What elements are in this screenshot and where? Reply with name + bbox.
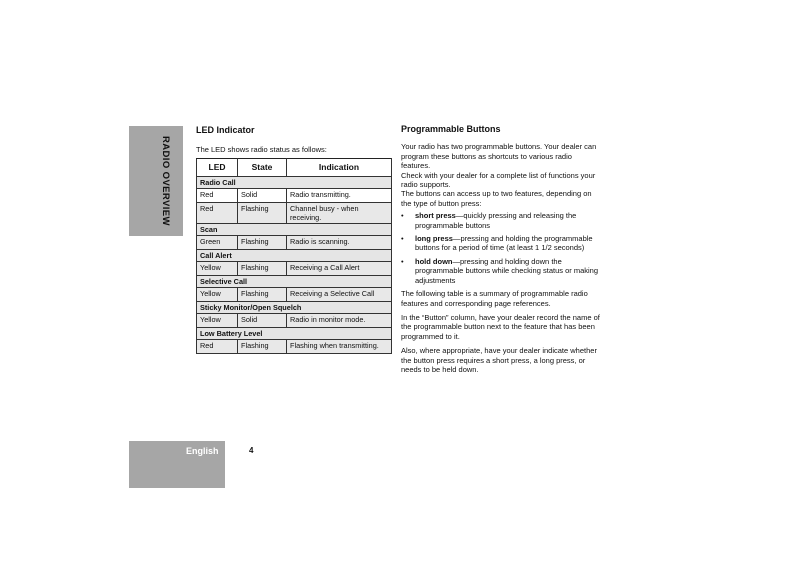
group-row-call-alert: [197, 250, 392, 262]
group-row-scan: [197, 224, 392, 236]
table-row: [197, 340, 392, 354]
group-label: Low Battery Level: [197, 328, 392, 340]
led-intro-text: The LED shows radio status as follows:: [196, 145, 327, 154]
group-label: Sticky Monitor/Open Squelch: [197, 302, 392, 314]
group-label: Scan: [197, 224, 392, 236]
led-state-cell: Flashing: [238, 340, 287, 354]
programmable-buttons-section: [401, 125, 601, 377]
table-row: [197, 203, 392, 224]
list-item: [401, 234, 601, 253]
group-label: Radio Call: [197, 177, 392, 189]
led-state-cell: Solid: [238, 189, 287, 203]
led-color-cell: Yellow: [197, 314, 238, 328]
led-state-cell: Solid: [238, 314, 287, 328]
bullet-term: short press: [415, 211, 456, 221]
group-row-radio-call: [197, 177, 392, 189]
led-color-cell: Red: [197, 340, 238, 354]
button-press-list: [401, 211, 601, 285]
table-row: [197, 189, 392, 203]
bullet-icon: •: [401, 256, 404, 266]
list-item: [401, 257, 601, 285]
section-side-tab-label: RADIO OVERVIEW: [160, 136, 171, 226]
led-table-header-row: [197, 159, 392, 177]
indication-column-header: Indication: [287, 159, 392, 177]
paragraph: The following table is a summary of programmable radio features and corresponding page references.: [401, 289, 588, 308]
led-indication-cell: Radio transmitting.: [287, 189, 392, 203]
paragraph: The buttons can access up to two features, depending on the type of button press:: [401, 189, 592, 208]
state-column-header: State: [238, 159, 287, 177]
programmable-buttons-title: Programmable Buttons: [401, 124, 501, 134]
bullet-term: hold down: [415, 256, 453, 266]
bullet-icon: •: [401, 234, 404, 244]
led-indication-cell: Radio in monitor mode.: [287, 314, 392, 328]
bullet-icon: •: [401, 211, 404, 221]
led-state-cell: Flashing: [238, 262, 287, 276]
paragraph: Check with your dealer for a complete list of functions your radio supports.: [401, 170, 596, 190]
bullet-description: —quickly pressing and releasing the programmable buttons: [415, 211, 577, 230]
paragraph: Your radio has two programmable buttons. Your dealer can program these buttons as shortcuts to various radio features.: [401, 142, 597, 171]
group-row-selective-call: [197, 276, 392, 288]
led-indication-cell: Channel busy - when receiving.: [287, 203, 392, 224]
led-indication-cell: Flashing when transmitting.: [287, 340, 392, 354]
led-indication-cell: Receiving a Selective Call: [287, 288, 392, 302]
paragraph: In the “Button” column, have your dealer record the name of the programmable button next to the feature that has been programmed to it.: [401, 312, 600, 341]
group-row-low-battery: [197, 328, 392, 340]
group-label: Selective Call: [197, 276, 392, 288]
paragraph: Also, where appropriate, have your dealer indicate whether the button press requires a short press, a long press, or needs to be held down.: [401, 346, 597, 374]
led-state-cell: Flashing: [238, 203, 287, 224]
bullet-description: —pressing and holding the programmable buttons for a period of time (at least 1 1/2 seconds): [415, 234, 593, 253]
bullet-term: long press: [415, 234, 453, 244]
led-indication-cell: Receiving a Call Alert: [287, 262, 392, 276]
led-state-cell: Flashing: [238, 236, 287, 250]
led-color-cell: Red: [197, 189, 238, 203]
led-status-table: [196, 158, 392, 354]
group-row-sticky-monitor: [197, 302, 392, 314]
led-indication-cell: Radio is scanning.: [287, 236, 392, 250]
footer-language-label: English: [186, 446, 219, 456]
table-row: [197, 262, 392, 276]
list-item: [401, 211, 601, 230]
led-column-header: LED: [197, 159, 238, 177]
led-color-cell: Yellow: [197, 262, 238, 276]
table-row: [197, 314, 392, 328]
led-color-cell: Red: [197, 203, 238, 224]
led-indicator-title: LED Indicator: [196, 125, 255, 135]
group-label: Call Alert: [197, 250, 392, 262]
page-number: 4: [249, 446, 254, 455]
table-row: [197, 288, 392, 302]
led-color-cell: Yellow: [197, 288, 238, 302]
table-row: [197, 236, 392, 250]
led-color-cell: Green: [197, 236, 238, 250]
led-state-cell: Flashing: [238, 288, 287, 302]
bullet-description: —pressing and holding down the programmable buttons while checking status or making adjustments: [415, 256, 599, 285]
